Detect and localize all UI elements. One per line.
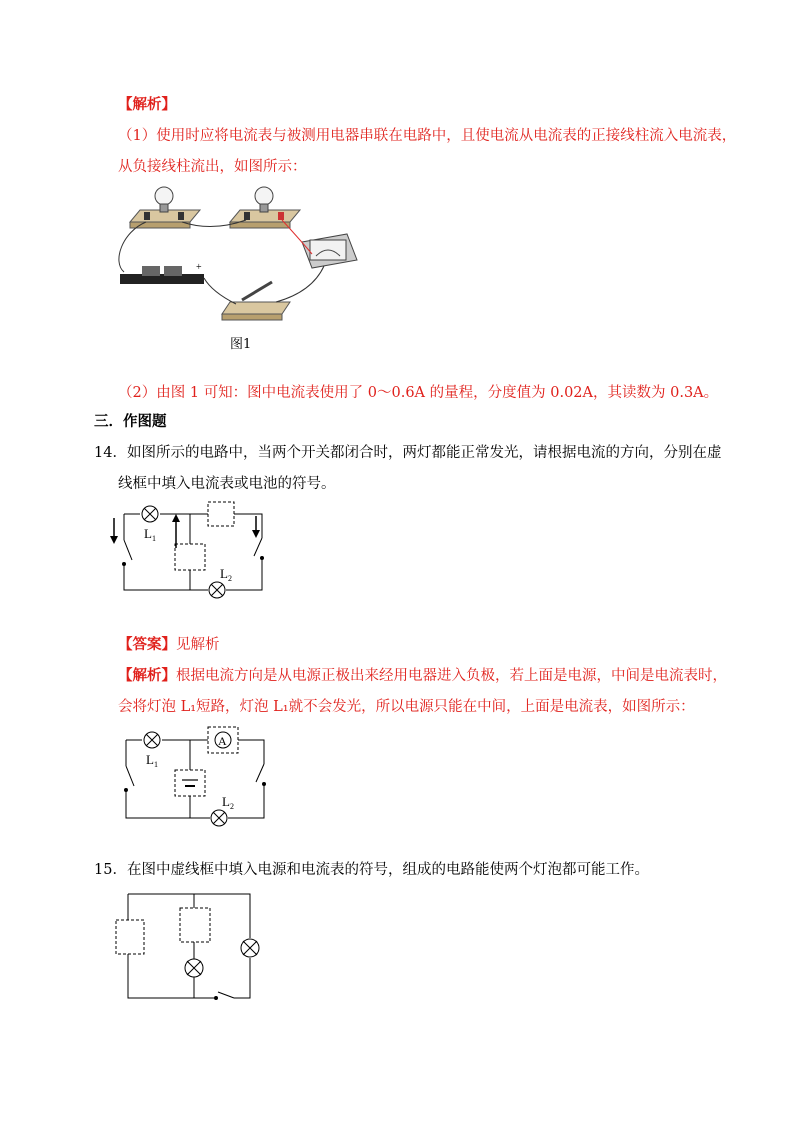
answer-label: 【答案】: [118, 636, 176, 653]
q15-line-1: 15．在图中虚线框中填入电源和电流表的符号，组成的电路能使两个灯泡都可能工作。: [94, 862, 649, 878]
q15-circuit-diagram: [110, 886, 270, 1006]
analysis-line-1: （1）使用时应将电流表与被测用电器串联在电路中，且使电流从电流表的正接线柱流入电流表，: [118, 128, 737, 144]
figure-1-wiring-photo: [112, 182, 362, 327]
figure-1-caption: 图1: [230, 337, 252, 352]
q14-answer-label-l2-sub: 2: [230, 802, 234, 811]
q14-analysis-line-2: 会将灯泡 L₁短路，灯泡 L₁就不会发光，所以电源只能在中间，上面是电流表，如图所示：: [118, 699, 695, 715]
q14-analysis-line-1: [118, 666, 727, 686]
q14-label-l2-sub: 2: [228, 574, 232, 583]
q14-circuit-diagram: [110, 498, 275, 608]
section-title: 三．作图题: [94, 413, 167, 430]
q14-line-2: 线框中填入电流表或电池的符号。: [118, 476, 336, 492]
analysis-label: 【解析】: [118, 667, 176, 684]
q14-label-l2: L: [220, 566, 228, 581]
q14-label-l1: L: [144, 526, 152, 541]
analysis-text: 根据电流方向是从电源正极出来经用电器进入负极，若上面是电源，中间是电流表时，: [176, 668, 727, 684]
q14-line-1: 14．如图所示的电路中，当两个开关都闭合时，两灯都能正常发光，请根据电流的方向，分别在虚: [94, 445, 722, 461]
ammeter-symbol: A: [218, 734, 227, 748]
q14-answer-label-l1: L: [146, 752, 154, 767]
analysis-heading: 【解析】: [118, 96, 176, 113]
q14-answer-label-l1-sub: 1: [154, 760, 158, 769]
q14-answer-circuit: [112, 722, 277, 834]
analysis-line-2: 从负接线柱流出，如图所示：: [118, 159, 307, 175]
answer-text: 见解析: [176, 637, 220, 653]
analysis-line-3: （2）由图 1 可知：图中电流表使用了 0～0.6A 的量程，分度值为 0.02A，其读数为 0.3A。: [118, 385, 719, 401]
q14-label-l1-sub: 1: [152, 534, 156, 543]
q14-answer: [118, 635, 220, 655]
svg-text:+: +: [196, 262, 202, 273]
q14-answer-label-l2: L: [222, 794, 230, 809]
